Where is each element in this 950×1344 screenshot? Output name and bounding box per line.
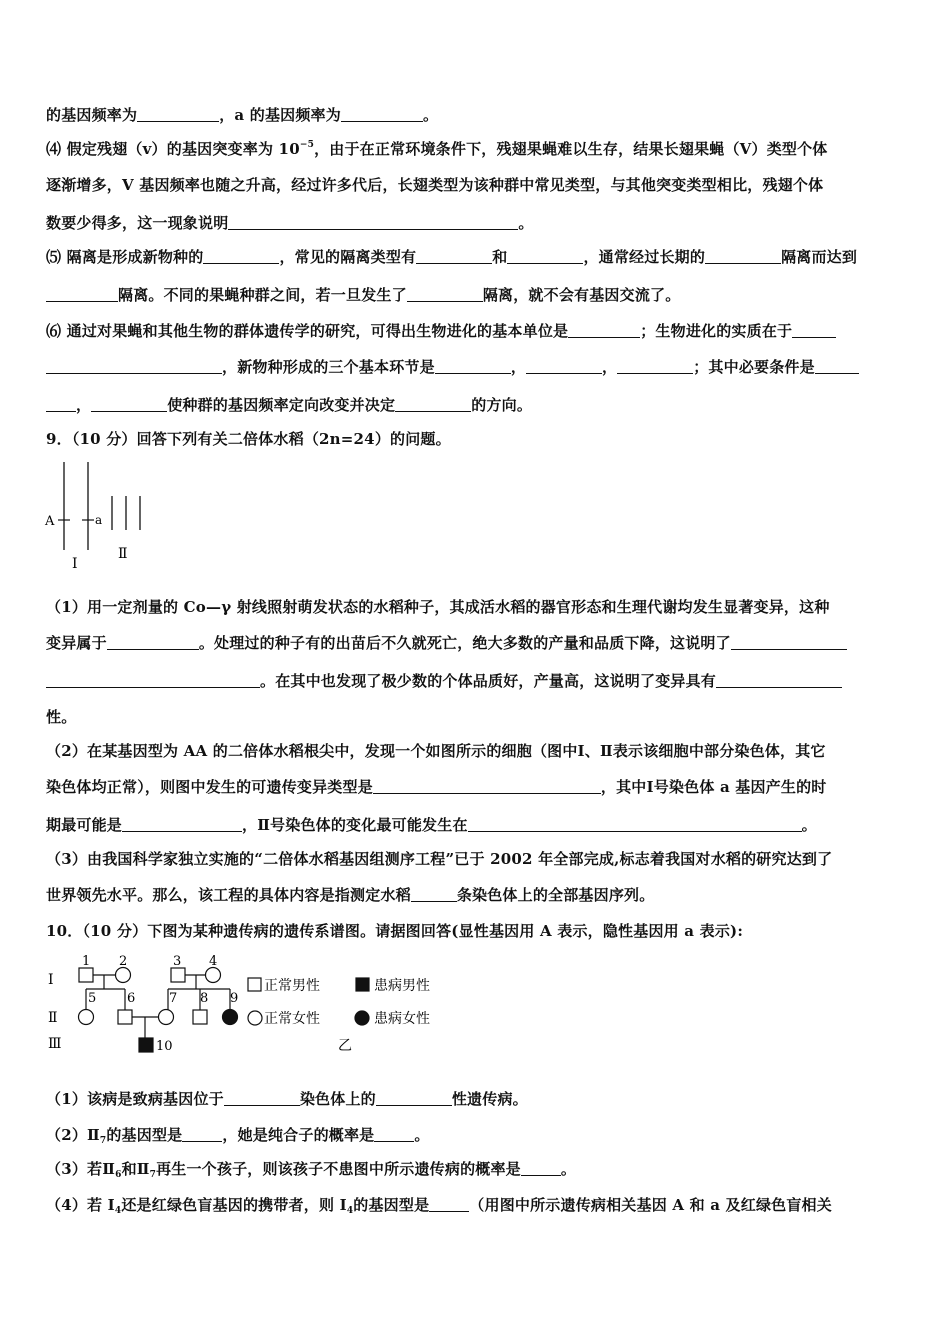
label-1: 1 [82,954,91,969]
label-4: 4 [209,954,218,969]
label-7: 7 [169,991,178,1006]
text: 还是红绿色盲基因的携带者，则 I [121,1196,347,1214]
text: ，常见的隔离类型有 [279,248,417,266]
answer-blank[interactable] [224,1091,300,1106]
text: ，她是纯合子的概率是 [222,1126,375,1144]
answer-blank[interactable] [373,779,601,794]
answer-blank[interactable] [792,323,836,338]
text: ， [602,358,618,376]
label-9: 9 [230,991,239,1006]
q10-3-line [46,1158,576,1180]
q9-1-line-2 [46,632,847,653]
text: 期最可能是 [46,816,123,834]
answer-blank[interactable] [416,249,492,264]
text: （用图中所示遗传病相关基因 A 和 a 及红绿色盲相关 [469,1196,832,1214]
individual-1-normal-male [79,968,93,982]
text: 。 [414,1126,430,1144]
text: 。 [801,816,817,834]
answer-blank[interactable] [122,817,242,832]
answer-blank[interactable] [228,215,518,230]
text: 9．（10 分）回答下列有关二倍体水稻（2n=24）的问题。 [46,430,451,448]
q9-3-line-1 [46,848,832,869]
text: 使种群的基因频率定向改变并决定 [167,396,396,414]
text: 的基因型是 [353,1196,430,1214]
legend-affected-female-label: 患病女性 [374,1011,430,1027]
subscript: 6 [115,1170,122,1180]
text: 隔离，就不会有基因交流了。 [482,286,681,304]
legend-normal-male-label: 正常男性 [264,978,320,994]
text: （1）用一定剂量的 Co—γ 射线照射萌发状态的水稻种子，其成活水稻的器官形态和生理代谢均发生显著变异，这种 [46,598,830,616]
text: 。在其中也发现了极少数的个体品质好，产量高，这说明了变异具有 [260,672,717,690]
answer-blank[interactable] [182,1127,222,1142]
text: ，新物种形成的三个基本环节是 [222,358,435,376]
pedigree-chart [40,950,460,1060]
q9-3-line-2 [46,884,654,905]
answer-blank[interactable] [526,359,602,374]
text: 条染色体上的全部基因序列。 [456,886,655,904]
text: ，通常经过长期的 [583,248,706,266]
text: 和Ⅱ [121,1160,150,1178]
legend-normal-female-label: 正常女性 [264,1011,320,1027]
answer-blank[interactable] [341,107,423,122]
text: （2）Ⅱ [46,1126,100,1144]
text: ⑷ 假定残翅（v）的基因突变率为 10 [46,140,300,158]
q8-line-1 [46,104,438,125]
text: （3）由我国科学家独立实施的“二倍体水稻基因组测序工程”已于 2002 年全部完成,标志着我国对水稻的研究达到了 [46,850,833,868]
text: 10．（10 分）下图为某种遗传病的遗传系谱图。请据图回答(显性基因用 A 表示，隐性基因用 a 表示): [46,922,744,940]
subscript: 7 [99,1136,107,1146]
legend-normal-female-icon [248,1011,262,1025]
q8-5-line-2 [46,284,680,305]
answer-blank[interactable] [568,323,640,338]
answer-blank[interactable] [107,635,199,650]
individual-9-affected-female [223,1010,238,1025]
q9-2-line-3 [46,814,817,835]
text: ，a 的基因频率为 [219,106,341,124]
generation-I-label: Ⅰ [48,972,54,988]
answer-blank[interactable] [617,359,693,374]
q8-6-line-1 [46,320,836,341]
answer-blank[interactable] [46,397,76,412]
answer-blank[interactable] [46,359,222,374]
text: 的基因频率为 [46,106,138,124]
label-A: A [45,514,55,529]
legend-affected-male-label: 患病男性 [374,978,430,994]
subscript: 4 [346,1206,354,1216]
answer-blank[interactable] [395,397,471,412]
text: ；其中必要条件是 [693,358,815,376]
text: 隔离而达到 [781,248,858,266]
individual-10-affected-male [139,1038,153,1052]
text: 性遗传病。 [451,1090,528,1108]
answer-blank[interactable] [91,397,167,412]
q8-6-line-3 [46,394,532,415]
answer-blank[interactable] [374,1127,414,1142]
question-10-title [46,920,743,941]
text: （3）若Ⅱ [46,1160,116,1178]
answer-blank[interactable] [705,249,781,264]
q8-5-line-1 [46,246,857,267]
text: 染色体上的 [299,1090,376,1108]
text: （2）在某基因型为 AA 的二倍体水稻根尖中，发现一个如图所示的细胞（图中Ⅰ、Ⅱ表示该细胞中部分染色体，其它 [46,742,826,760]
generation-III-label: Ⅲ [48,1036,62,1052]
answer-blank[interactable] [507,249,583,264]
answer-blank[interactable] [815,359,859,374]
q9-2-line-2 [46,776,827,797]
label-3: 3 [173,954,182,969]
individual-5-normal-female [79,1010,94,1025]
label-I: Ⅰ [72,556,78,572]
q9-1-line-1 [46,596,830,617]
text: ， [510,358,527,376]
answer-blank[interactable] [429,1197,469,1212]
legend-affected-female-icon [355,1011,369,1025]
individual-2-normal-female [116,968,131,983]
q10-1-line [46,1088,528,1109]
text: 隔离。不同的果蝇种群之间，若一旦发生了 [118,286,407,304]
individual-4-normal-female [206,968,221,983]
text: 和 [492,248,508,266]
individual-6-normal-male [118,1010,132,1024]
individual-7-normal-female [159,1010,174,1025]
label-5: 5 [88,991,97,1006]
answer-blank[interactable] [46,673,260,688]
text: 。 [422,106,439,124]
answer-blank[interactable] [137,107,219,122]
individual-8-normal-male [193,1010,207,1024]
individual-3-normal-male [171,968,185,982]
text: 再生一个孩子，则该孩子不患图中所示遗传病的概率是 [156,1160,521,1178]
answer-blank[interactable] [376,1091,452,1106]
text: ， [76,396,92,414]
q8-4-line-1 [46,138,828,159]
text: 世界领先水平。那么，该工程的具体内容是指测定水稻 [46,886,411,904]
answer-blank[interactable] [407,287,483,302]
subscript: 4 [114,1206,122,1216]
label-6: 6 [127,991,136,1006]
text: ⑸ 隔离是形成新物种的 [46,248,204,266]
question-9-title [46,428,451,449]
chromosome-figure [40,458,160,573]
q8-6-line-2 [46,356,859,377]
text: 性。 [46,708,77,726]
answer-blank[interactable] [46,287,118,302]
text: ，其中Ⅰ号染色体 a 基因产生的时 [600,778,827,796]
text: 数要少得多，这一现象说明 [46,214,229,232]
q8-4-line-2 [46,174,823,195]
q10-2-line [46,1124,430,1146]
text: ；生物进化的实质在于 [640,322,793,340]
label-8: 8 [200,991,209,1006]
generation-II-label: Ⅱ [48,1010,58,1026]
text: ，Ⅱ号染色体的变化最可能发生在 [242,816,468,834]
text: 变异属于 [46,634,107,652]
text: 。 [560,1160,577,1178]
answer-blank[interactable] [203,249,279,264]
answer-blank[interactable] [468,817,802,832]
answer-blank[interactable] [521,1161,561,1176]
q9-1-line-3 [46,670,842,691]
text: （1）该病是致病基因位于 [46,1090,224,1108]
answer-blank[interactable] [731,635,847,650]
exponent: −5 [299,140,315,150]
text: 的方向。 [471,396,533,414]
q9-2-line-1 [46,740,826,761]
text: ，由于在正常环境条件下，残翅果蝇难以生存，结果长翅果蝇（V）类型个体 [314,140,828,158]
subscript: 7 [149,1170,157,1180]
answer-blank[interactable] [716,673,842,688]
answer-blank[interactable] [435,359,511,374]
label-a: a [95,513,103,527]
text: 。处理过的种子有的出苗后不久就死亡，绝大多数的产量和品质下降，这说明了 [198,634,731,652]
legend-affected-male-icon [356,978,369,991]
legend-normal-male-icon [248,978,261,991]
text: （4）若 I [46,1196,115,1214]
label-II: Ⅱ [118,546,128,562]
text: ⑹ 通过对果蝇和其他生物的群体遗传学的研究，可得出生物进化的基本单位是 [46,322,569,340]
figure-caption: 乙 [338,1038,352,1054]
label-10: 10 [156,1039,173,1054]
text: 逐渐增多，V 基因频率也随之升高，经过许多代后，长翅类型为该种群中常见类型，与其他突变类型相比，残翅个体 [46,176,824,194]
text: 。 [518,214,534,232]
q8-4-line-3 [46,212,534,233]
q10-4-line [46,1194,832,1216]
q9-1-line-4 [46,706,76,727]
answer-blank[interactable] [411,887,457,902]
text: 的基因型是 [106,1126,183,1144]
text: 染色体均正常），则图中发生的可遗传变异类型是 [46,778,373,796]
label-2: 2 [119,954,128,969]
